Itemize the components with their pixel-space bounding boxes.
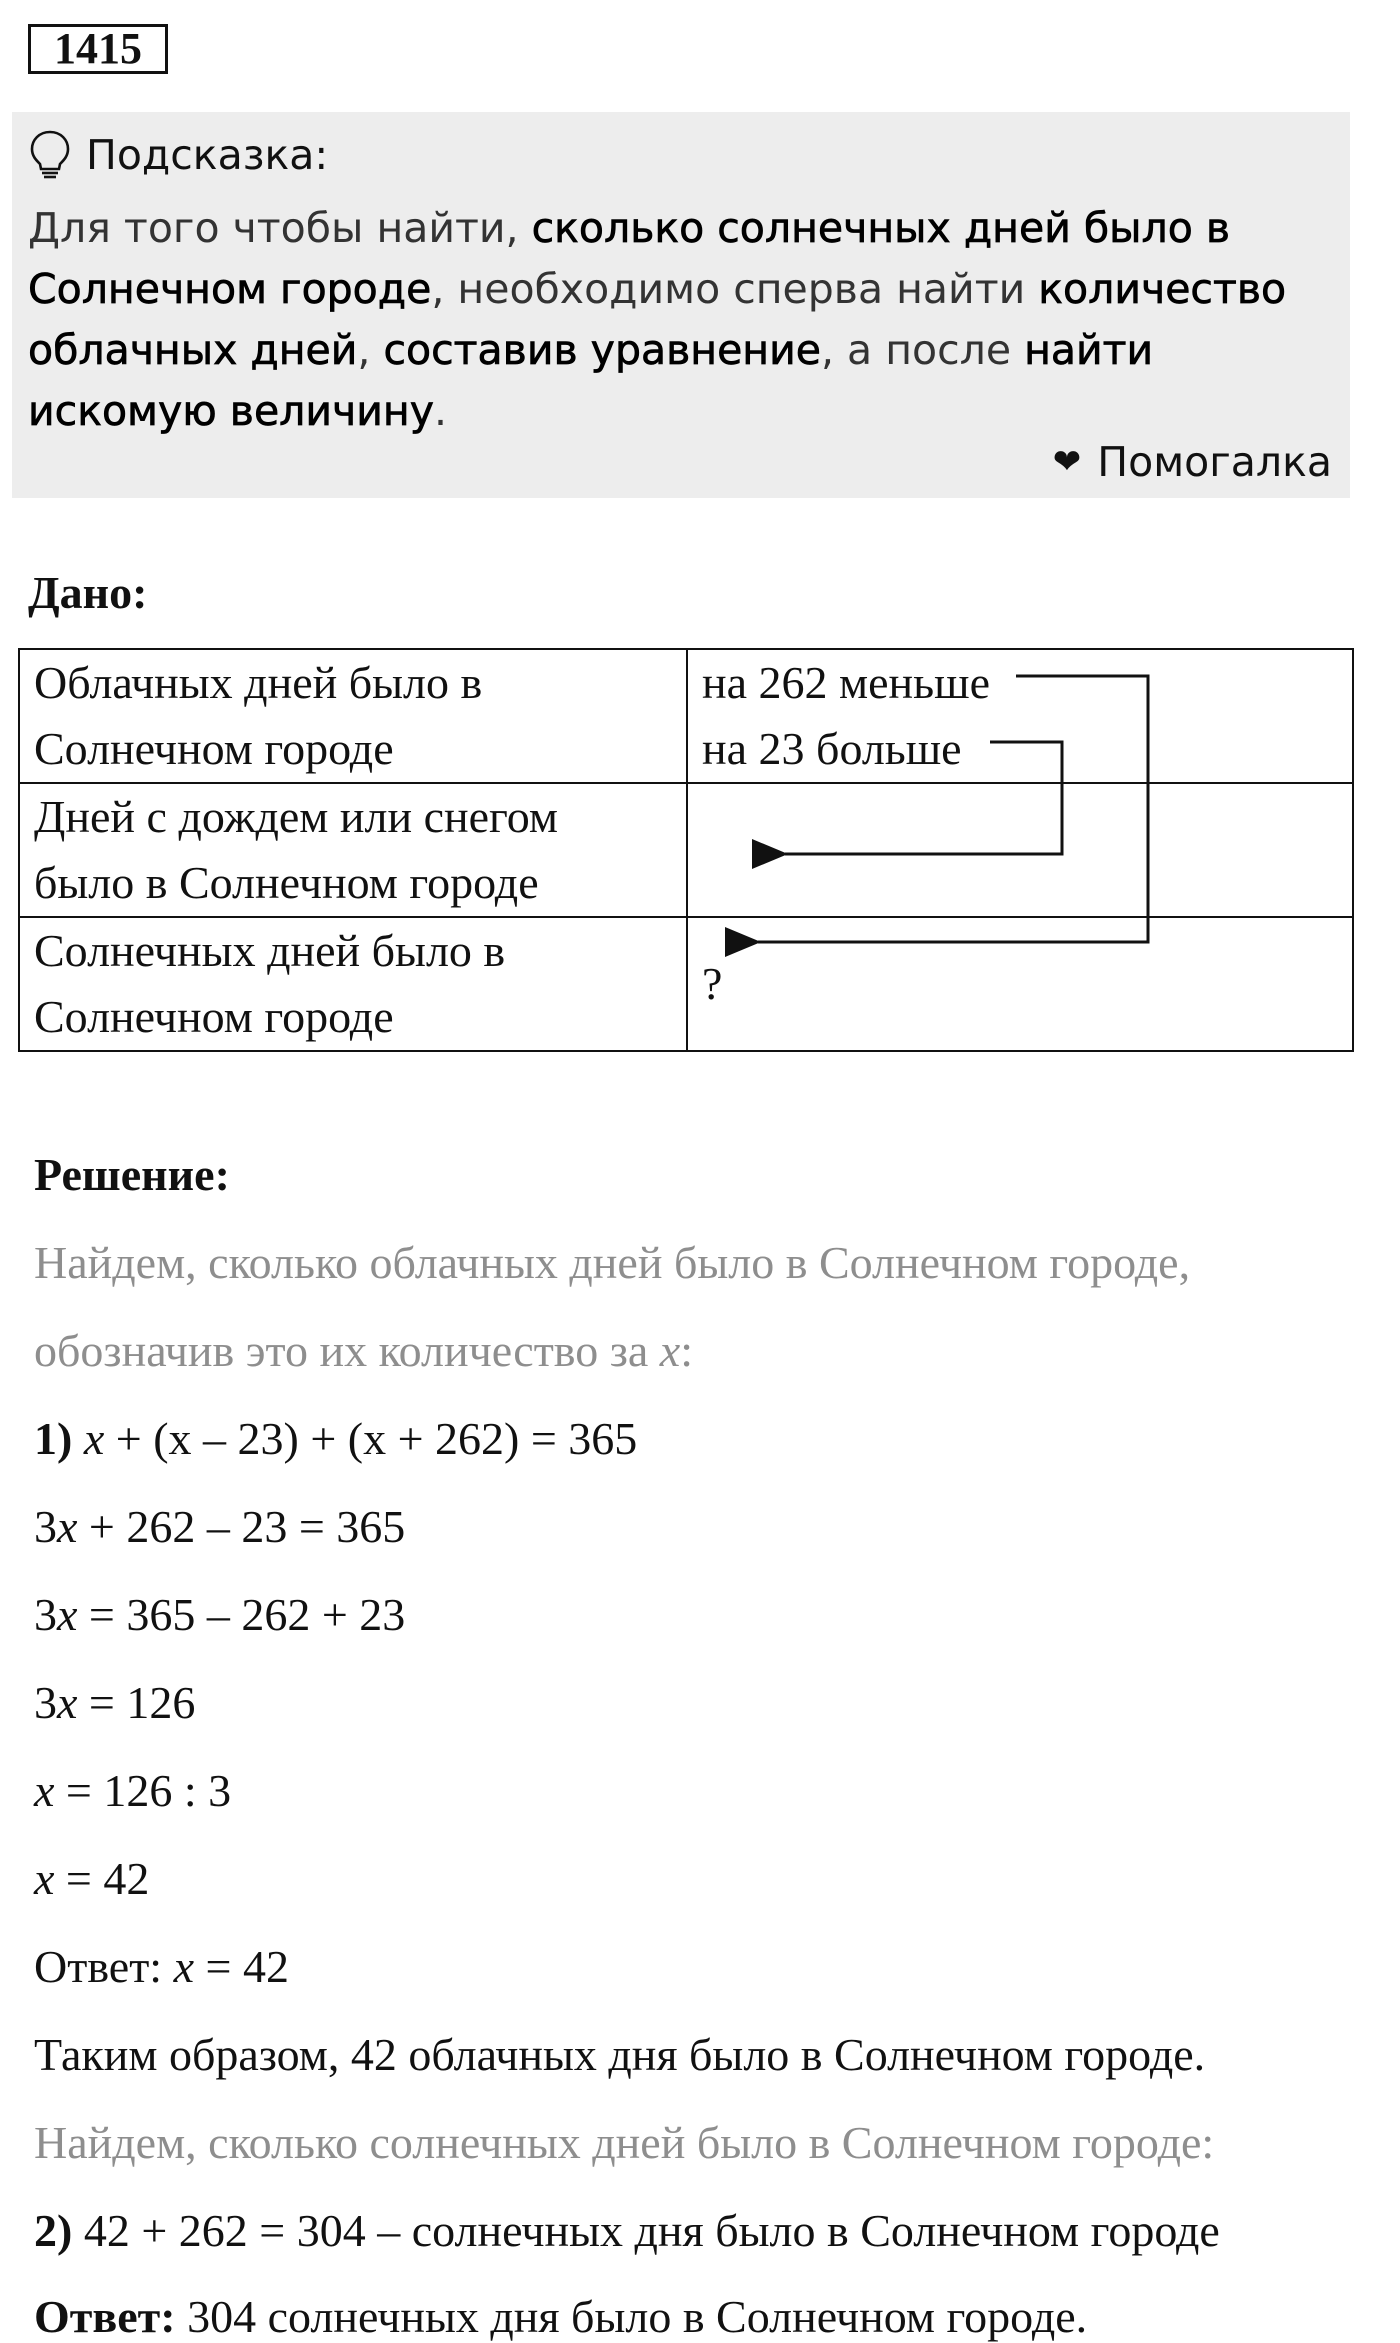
table-row — [19, 783, 1353, 917]
solution-intro-line1: Найдем, сколько облачных дней было в Солнечном городе, — [34, 1237, 1191, 1288]
solution-intro2: Найдем, сколько солнечных дней было в Солнечном городе: — [34, 2117, 1215, 2168]
given-label: Дано: — [28, 567, 148, 618]
table-cell-value: ? — [687, 917, 1353, 1051]
table-cell-label: Дней с дождем или снегом было в Солнечном городе — [19, 783, 687, 917]
final-answer: Ответ: 304 солнечных дня было в Солнечном городе. — [34, 2291, 1088, 2342]
problem-number: 1415 — [28, 24, 168, 74]
equation-line: x = 42 — [34, 1853, 150, 1904]
hint-title: Подсказка: — [86, 131, 329, 179]
equation-line: 3x + 262 – 23 = 365 — [34, 1501, 406, 1552]
step2-line: 2) 42 + 262 = 304 – солнечных дня было в Солнечном городе — [34, 2205, 1220, 2256]
given-table — [18, 648, 1354, 1052]
table-cell-label: Облачных дней было в Солнечном городе — [19, 649, 687, 783]
equation-line: x = 126 : 3 — [34, 1765, 232, 1816]
solution-intro-line2: обозначив это их количество за x: — [34, 1325, 693, 1376]
heart-icon: ❤ — [1052, 442, 1082, 482]
equation-line: 3x = 126 — [34, 1677, 196, 1728]
solution-label: Решение: — [34, 1149, 230, 1200]
table-cell-value — [687, 783, 1353, 917]
table-row — [19, 649, 1353, 783]
equation-line: 1) x + (x – 23) + (x + 262) = 365 — [34, 1413, 638, 1464]
answer-line: Ответ: x = 42 — [34, 1941, 289, 1992]
table-row — [19, 917, 1353, 1051]
lightbulb-icon — [28, 129, 72, 181]
table-cell-label: Солнечных дней было в Солнечном городе — [19, 917, 687, 1051]
hint-text: Для того чтобы найти, сколько солнечных дней было в Солнечном городе, необходимо сперва найти количество облачных дней, составив уравнение, а после найти искомую величину. — [28, 204, 1287, 435]
equation-line: 3x = 365 – 262 + 23 — [34, 1589, 406, 1640]
hint-footer-label: Помогалка — [1097, 438, 1332, 486]
conclusion-line: Таким образом, 42 облачных дня было в Солнечном городе. — [34, 2029, 1206, 2080]
table-cell-value: на 262 меньше на 23 больше — [687, 649, 1353, 783]
hint-footer — [1053, 438, 1332, 486]
hint-box — [12, 112, 1350, 498]
hint-header — [28, 130, 328, 180]
